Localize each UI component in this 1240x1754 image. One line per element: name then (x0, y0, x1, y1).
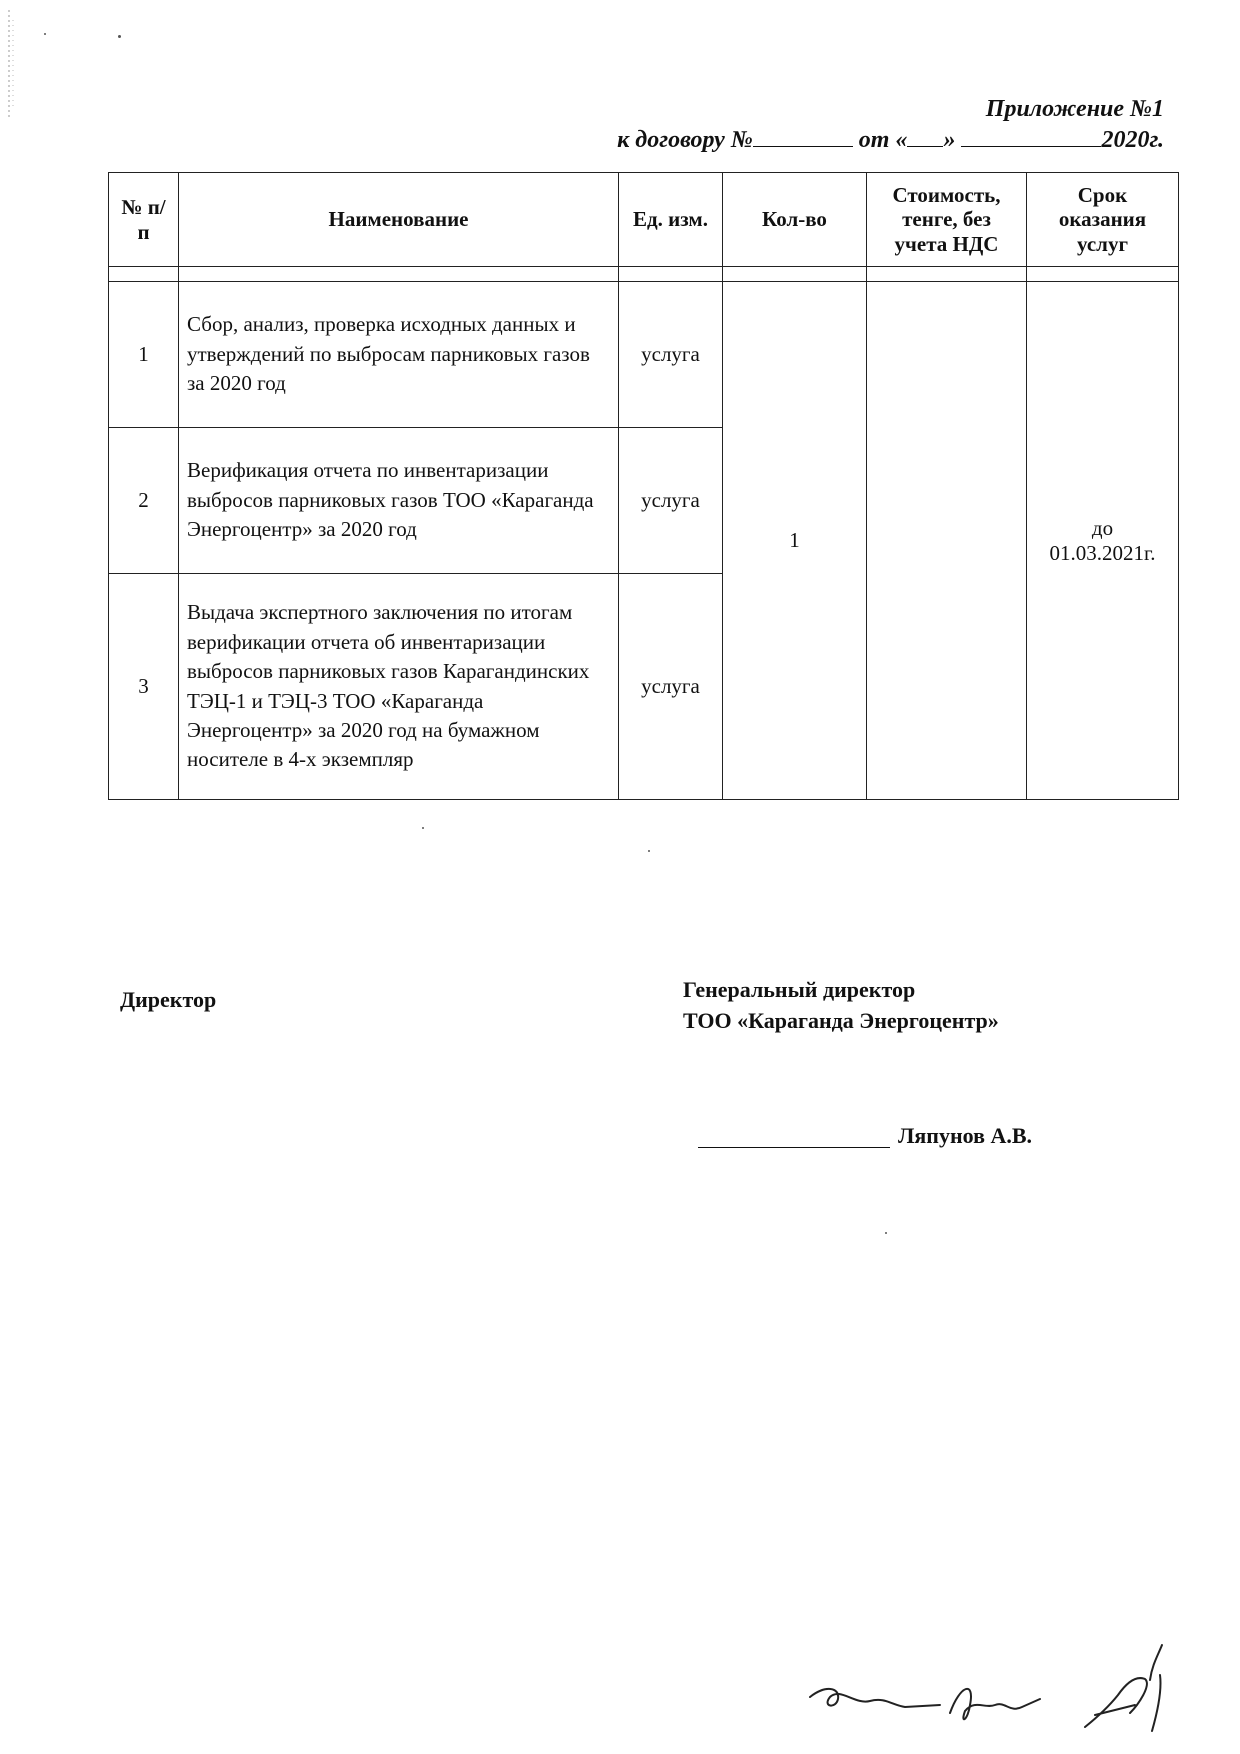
contract-month-blank (961, 128, 1101, 147)
contract-from-label: от « (858, 127, 908, 153)
signature-line (698, 1127, 890, 1148)
right-signatory-name: Ляпунов А.В. (898, 1123, 1033, 1148)
right-signatory-title: Генеральный директор (683, 977, 916, 1002)
deadline-cell (1027, 282, 1179, 800)
scan-speck (422, 827, 424, 829)
table-row (109, 282, 1179, 428)
row-unit: услуга (619, 574, 723, 800)
row-number: 2 (109, 428, 179, 574)
row-number: 3 (109, 574, 179, 800)
quantity-cell: 1 (723, 282, 867, 800)
row-unit: услуга (619, 428, 723, 574)
handwritten-initials (800, 1635, 1200, 1745)
contract-number-blank (753, 128, 853, 147)
col-header-cost: Стоимость, тенге, без учета НДС (867, 173, 1027, 267)
row-service-name: Верификация отчета по инвентаризации выбросов парниковых газов ТОО «Караганда Энергоцентр» за 2020 год (179, 428, 619, 574)
left-signatory-title: Директор (120, 987, 217, 1012)
cost-cell (867, 282, 1027, 800)
col-header-number: № п/п (109, 173, 179, 267)
contract-day-blank (907, 128, 943, 147)
scan-speck (44, 33, 46, 35)
services-table (108, 172, 1179, 800)
appendix-title: Приложение №1 (985, 96, 1164, 122)
right-signatory-org: ТОО «Караганда Энергоцентр» (683, 1007, 999, 1033)
row-number: 1 (109, 282, 179, 428)
deadline-prefix: до (1091, 515, 1114, 540)
contract-quote-close: » (943, 127, 956, 153)
contract-year: 2020г. (1101, 127, 1164, 153)
contract-reference-line (617, 127, 1164, 154)
row-service-name: Выдача экспертного заключения по итогам верификации отчета об инвентаризации выбросов парниковых газов Карагандинских ТЭЦ-1 и ТЭЦ-3 ТОО «Караганда Энергоцентр» за 2020 год на бумажном носителе в 4-х экземпляр (179, 574, 619, 800)
scan-margin-marks (6, 10, 16, 120)
table-spacer-row (109, 267, 1179, 282)
contract-prefix: к договору № (617, 127, 753, 153)
scan-speck (648, 850, 650, 852)
col-header-unit: Ед. изм. (619, 173, 723, 267)
right-signatory-block (683, 975, 999, 1037)
deadline-date: 01.03.2021г. (1049, 540, 1156, 565)
row-unit: услуга (619, 282, 723, 428)
row-service-name: Сбор, анализ, проверка исходных данных и утверждений по выбросам парниковых газов за 2020 год (179, 282, 619, 428)
col-header-quantity: Кол-во (723, 173, 867, 267)
scan-speck (885, 1232, 887, 1234)
col-header-deadline: Срок оказания услуг (1027, 173, 1179, 267)
scan-speck (118, 35, 121, 38)
col-header-name: Наименование (179, 173, 619, 267)
